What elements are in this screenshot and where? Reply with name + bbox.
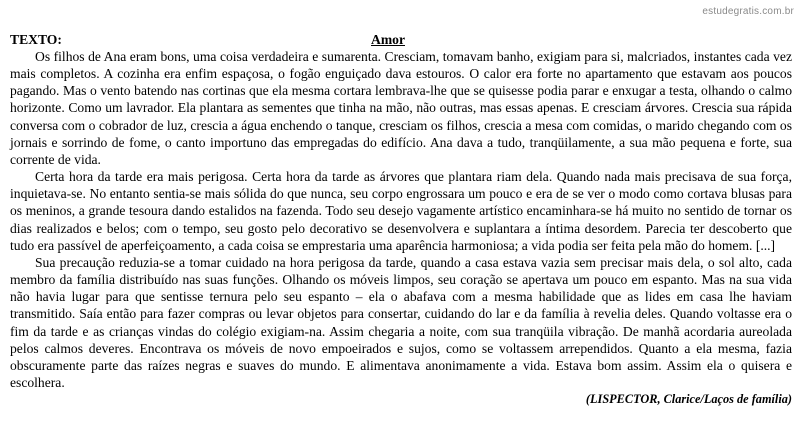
paragraph-2: Certa hora da tarde era mais perigosa. Certa hora da tarde as árvores que plantara riam dela. Quando nada mais precisava de sua força, inquietava-se. No entanto sentia-se mais sólida do que nunca, seu corpo engrossara um pouco e era de se ver o modo como cortava blusas para os meninos, a grande tesoura dando estalidos na fazenda. Todo seu desejo vagamente artístico encaminhara-se há muito no sentido de tornar os dias realizados e belos; com o tempo, seu gosto pelo decorativo se desenvolvera e suplantara a íntima desordem. Parecia ter descoberto que tudo era passível de aperfeiçoamento, a cada coisa se emprestaria uma aparência harmoniosa; a vida podia ser feita pela mão do homem. [...] (10, 169, 792, 253)
document-body (10, 31, 792, 407)
text-title: Amor (371, 32, 405, 47)
paragraph-1: Os filhos de Ana eram bons, uma coisa verdadeira e sumarenta. Cresciam, tomavam banho, exigiam para si, malcriados, instantes cada vez mais completos. A cozinha era enfim espaçosa, o fogão enguiçado dava estouros. O calor era forte no apartamento que estavam aos poucos pagando. Mas o vento batendo nas cortinas que ela mesma cortara lembrava-lhe que se quisesse podia parar e enxugar a testa, olhando o calmo horizonte. Como um lavrador. Ela plantara as sementes que tinha na mão, não outras, mas essas apenas. E cresciam árvores. Crescia sua rápida conversa com o cobrador de luz, crescia a água enchendo o tanque, cresciam os filhos, crescia a mesa com comidas, o marido chegando com os jornais e sorrindo de fome, o canto importuno das empregadas do edifício. Ana dava a tudo, tranqüilamente, a sua mão pequena e forte, sua corrente de vida. (10, 49, 792, 167)
site-watermark: estudegratis.com.br (702, 6, 794, 17)
document-header (10, 31, 792, 48)
texto-label: TEXTO: (10, 32, 62, 47)
source-citation: (LISPECTOR, Clarice/Laços de família) (585, 392, 792, 407)
paragraph-3: Sua precaução reduzia-se a tomar cuidado na hora perigosa da tarde, quando a casa estava vazia sem precisar mais dela, o sol alto, cada membro da família distribuído nas suas funções. Olhando os móveis limpos, seu coração se apertava um pouco em espanto. Mas na sua vida não havia lugar para que sentisse ternura pelo seu espanto – ela o abafava com a mesma habilidade que as lides em casa lhe haviam transmitido. Saía então para fazer compras ou levar objetos para consertar, cuidando do lar e da família à revelia deles. Quando voltasse era o fim da tarde e as crianças vindas do colégio exigiam-na. Assim chegaria a noite, com sua tranqüila vibração. De manhã acordaria aureolada pelos calmos deveres. Encontrava os móveis de novo empoeirados e sujos, como se voltassem arrependidos. Quanto a ela mesma, fazia obscuramente parte das raízes negras e suaves do mundo. E alimentava anonimamente a vida. Estava bom assim. Assim ela o quisera e escolhera. (10, 254, 792, 390)
